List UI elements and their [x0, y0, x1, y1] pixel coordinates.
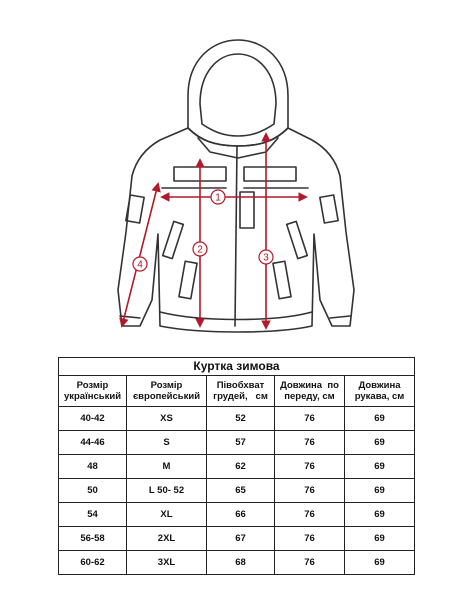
- cell-chest: 62: [207, 455, 275, 479]
- cell-sleeve: 69: [345, 503, 415, 527]
- cell-ua-size: 48: [59, 455, 127, 479]
- cell-chest: 66: [207, 503, 275, 527]
- table-header-row: [59, 376, 415, 407]
- cell-chest: 57: [207, 431, 275, 455]
- cell-chest: 67: [207, 527, 275, 551]
- cell-sleeve: 69: [345, 551, 415, 575]
- cell-ua-size: 60-62: [59, 551, 127, 575]
- header-european-size: Розмір європейський: [127, 376, 207, 407]
- table-row: [59, 503, 415, 527]
- table-row: [59, 551, 415, 575]
- cell-chest: 52: [207, 407, 275, 431]
- cell-eu-size: M: [127, 455, 207, 479]
- cell-sleeve: 69: [345, 431, 415, 455]
- cell-eu-size: S: [127, 431, 207, 455]
- cell-ua-size: 54: [59, 503, 127, 527]
- table-title: Куртка зимова: [59, 358, 415, 376]
- cell-ua-size: 40-42: [59, 407, 127, 431]
- cell-eu-size: 2XL: [127, 527, 207, 551]
- cell-ua-size: 56-58: [59, 527, 127, 551]
- cell-chest: 65: [207, 479, 275, 503]
- cell-ua-size: 50: [59, 479, 127, 503]
- marker-4: 4: [137, 259, 143, 271]
- table-row: [59, 479, 415, 503]
- jacket-outline: [118, 40, 354, 332]
- cell-front-length: 76: [275, 503, 345, 527]
- cell-chest: 68: [207, 551, 275, 575]
- cell-sleeve: 69: [345, 407, 415, 431]
- cell-front-length: 76: [275, 407, 345, 431]
- cell-eu-size: XS: [127, 407, 207, 431]
- marker-2: 2: [197, 244, 203, 256]
- cell-front-length: 76: [275, 479, 345, 503]
- header-half-chest: Півобхват грудей, см: [207, 376, 275, 407]
- table-row: [59, 455, 415, 479]
- table-row: [59, 407, 415, 431]
- table-title-row: [59, 358, 415, 376]
- cell-front-length: 76: [275, 455, 345, 479]
- table-row: [59, 431, 415, 455]
- measure-line-4: [122, 184, 158, 326]
- measurement-lines: [122, 134, 306, 328]
- header-ukrainian-size: Розмір український: [59, 376, 127, 407]
- cell-front-length: 76: [275, 527, 345, 551]
- size-table: [58, 357, 415, 575]
- cell-sleeve: 69: [345, 527, 415, 551]
- cell-eu-size: 3XL: [127, 551, 207, 575]
- header-sleeve-length: Довжина рукава, см: [345, 376, 415, 407]
- header-front-length: Довжина по переду, см: [275, 376, 345, 407]
- marker-1: 1: [215, 192, 221, 204]
- cell-sleeve: 69: [345, 479, 415, 503]
- table-row: [59, 527, 415, 551]
- cell-sleeve: 69: [345, 455, 415, 479]
- hood: [188, 40, 288, 146]
- cell-ua-size: 44-46: [59, 431, 127, 455]
- cell-eu-size: XL: [127, 503, 207, 527]
- cell-front-length: 76: [275, 431, 345, 455]
- marker-3: 3: [263, 252, 269, 264]
- cell-front-length: 76: [275, 551, 345, 575]
- cell-eu-size: L 50- 52: [127, 479, 207, 503]
